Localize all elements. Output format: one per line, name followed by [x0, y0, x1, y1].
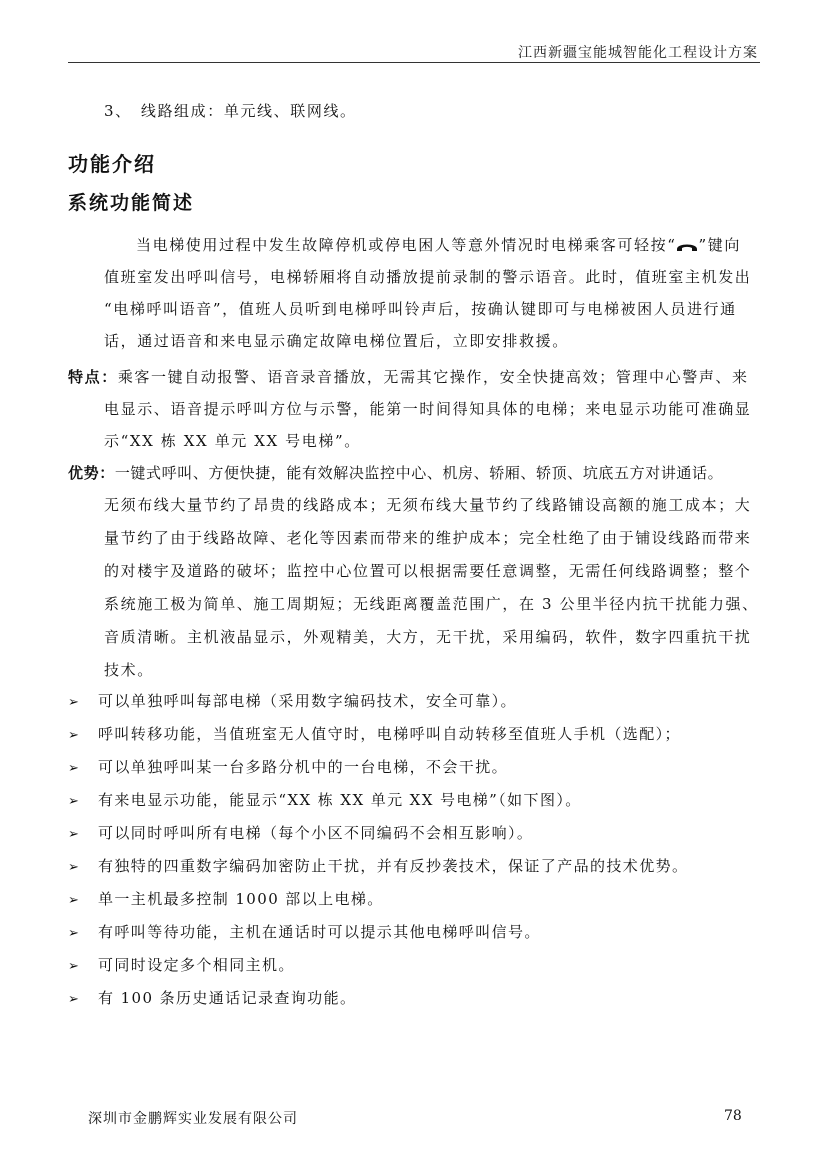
advantages-line-3: 量节约了由于线路故障、老化等因素而带来的维护成本；完全杜绝了由于铺设线路而带来: [104, 529, 752, 547]
features-line-2: 电显示、语音提示呼叫方位与示警，能第一时间得知具体的电梯；来电显示功能可准确显: [104, 400, 752, 418]
header-divider: [68, 62, 760, 63]
list-item-text: 可以同时呼叫所有电梯（每个小区不同编码不会相互影响）。: [98, 824, 534, 842]
list-item: [68, 921, 541, 942]
list-item-text: 单一主机最多控制 1000 部以上电梯。: [98, 890, 384, 908]
arrow-bullet-icon: ➢: [68, 959, 81, 974]
list-item: [68, 690, 517, 711]
description-text-a: 当电梯使用过程中发生故障停机或停电困人等意外情况时电梯乘客可轻按“: [136, 236, 677, 254]
list-item-text: 可以单独呼叫某一台多路分机中的一台电梯，不会干扰。: [98, 758, 509, 776]
arrow-bullet-icon: ➢: [68, 695, 81, 710]
features-line-1: [68, 366, 749, 387]
description-line-2: 值班室发出呼叫信号，电梯轿厢将自动播放提前录制的警示语音。此时，值班室主机发出: [104, 268, 752, 286]
list-item-text: 呼叫转移功能，当值班室无人值守时，电梯呼叫自动转移至值班人手机（选配）；: [98, 725, 681, 743]
advantages-line-5: 系统施工极为简单、施工周期短；无线距离覆盖范围广，在 3 公里半径内抗干扰能力强、: [104, 595, 759, 613]
advantages-line-6: 音质清晰。主机液晶显示，外观精美，大方，无干扰，采用编码，软件，数字四重抗干扰: [104, 628, 752, 646]
section-subheading: 系统功能简述: [68, 192, 195, 214]
list-item: [68, 888, 384, 909]
advantages-line-2: 无须布线大量节约了昂贵的线路成本；无须布线大量节约了线路铺设高额的施工成本；大: [104, 496, 752, 514]
telephone-handset-icon: [676, 240, 698, 252]
list-item-text: 有呼叫等待功能，主机在通话时可以提示其他电梯呼叫信号。: [98, 923, 541, 941]
arrow-bullet-icon: ➢: [68, 761, 81, 776]
list-item-text: 有 100 条历史通话记录查询功能。: [98, 989, 357, 1007]
intro-item-3: 3、 线路组成：单元线、联网线。: [104, 102, 357, 120]
features-text-1: 乘客一键自动报警、语音录音播放，无需其它操作，安全快捷高效；管理中心警声、来: [117, 368, 749, 386]
arrow-bullet-icon: ➢: [68, 860, 81, 875]
features-line-3: 示“XX 栋 XX 单元 XX 号电梯”。: [104, 432, 361, 450]
list-item: [68, 855, 688, 876]
advantages-text-1: 一键式呼叫、方便快捷，能有效解决监控中心、机房、轿厢、轿顶、坑底五方对讲通话。: [114, 464, 724, 482]
section-heading: 功能介绍: [68, 152, 156, 176]
features-label: 特点：: [68, 368, 118, 386]
list-item-text: 可以单独呼叫每部电梯（采用数字编码技术，安全可靠）。: [98, 692, 517, 710]
arrow-bullet-icon: ➢: [68, 926, 81, 941]
list-item: [68, 756, 508, 777]
footer-company-name: 深圳市金鹏辉实业发展有限公司: [88, 1111, 298, 1127]
arrow-bullet-icon: ➢: [68, 893, 81, 908]
advantages-line-1: [68, 462, 723, 483]
arrow-bullet-icon: ➢: [68, 992, 81, 1007]
list-item-text: 可同时设定多个相同主机。: [98, 956, 295, 974]
list-item-text: 有独特的四重数字编码加密防止干扰，并有反抄袭技术，保证了产品的技术优势。: [98, 857, 689, 875]
advantages-line-7: 技术。: [104, 661, 154, 679]
list-item: [68, 987, 356, 1008]
arrow-bullet-icon: ➢: [68, 728, 81, 743]
description-line-3: “电梯呼叫语音”，值班人员听到电梯呼叫铃声后，按确认键即可与电梯被困人员进行通: [104, 300, 737, 318]
description-line-4: 话，通过语音和来电显示确定故障电梯位置后，立即安排救援。: [104, 332, 569, 350]
arrow-bullet-icon: ➢: [68, 794, 81, 809]
list-item-text: 有来电显示功能，能显示“XX 栋 XX 单元 XX 号电梯”（如下图）。: [98, 791, 582, 809]
page-number: 78: [724, 1108, 742, 1124]
description-line-1: [136, 234, 741, 255]
document-title: 江西新疆宝能城智能化工程设计方案: [518, 45, 758, 61]
advantages-line-4: 的对楼宇及道路的破坏；监控中心位置可以根据需要任意调整，无需任何线路调整；整个: [104, 562, 752, 580]
advantages-label: 优势：: [68, 464, 115, 482]
list-item: [68, 954, 295, 975]
arrow-bullet-icon: ➢: [68, 827, 81, 842]
list-item: [68, 723, 681, 744]
list-item: [68, 822, 533, 843]
list-item: [68, 789, 582, 810]
description-text-b: ”键向: [698, 236, 741, 254]
